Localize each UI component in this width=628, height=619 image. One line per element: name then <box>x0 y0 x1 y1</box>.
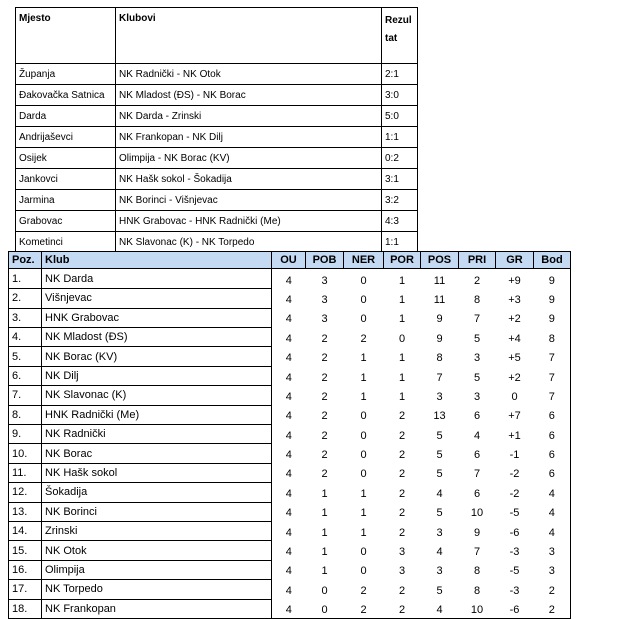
standing-goal-diff: -6 <box>509 526 520 539</box>
result-score: 1:1 <box>382 232 418 253</box>
standing-goals-for: 4 <box>421 599 459 619</box>
standing-wins: 3 <box>321 274 328 287</box>
standing-goals-against: 10 <box>459 599 496 619</box>
standing-goals-against: 6 <box>473 449 481 462</box>
results-body <box>16 64 418 253</box>
standings-row <box>9 541 571 560</box>
standing-wins: 0 <box>321 584 328 597</box>
standing-wins: 2 <box>321 332 328 345</box>
standing-position: 6. <box>9 366 42 385</box>
standing-points: 4 <box>534 483 571 502</box>
standing-goals-against: 8 <box>473 565 481 578</box>
result-score: 2:1 <box>382 64 418 85</box>
header-losses: POR <box>384 252 421 269</box>
standing-club: NK Dilj <box>42 366 272 385</box>
result-score: 4:3 <box>382 211 418 232</box>
standing-losses: 2 <box>398 410 406 423</box>
standing-goal-diff: +3 <box>508 293 521 306</box>
standing-draws: 0 <box>360 313 367 326</box>
standing-losses: 2 <box>398 487 406 500</box>
result-place: Županja <box>16 64 116 85</box>
standing-goal-diff: -6 <box>496 599 534 619</box>
results-row <box>16 190 418 211</box>
standing-played: 4 <box>285 352 292 365</box>
standing-losses: 2 <box>398 526 406 539</box>
standing-wins: 1 <box>321 526 328 539</box>
result-match: NK Frankopan - NK Dilj <box>116 127 382 148</box>
standing-points: 7 <box>534 366 571 385</box>
results-row <box>16 127 418 148</box>
result-score: 5:0 <box>382 106 418 127</box>
result-score: 3:2 <box>382 190 418 211</box>
result-place: Grabovac <box>16 211 116 232</box>
standing-draws: 0 <box>360 546 367 559</box>
standing-points: 7 <box>534 347 571 366</box>
standing-goal-diff: -2 <box>509 487 520 500</box>
standings-row <box>9 425 571 444</box>
standing-club: Zrinski <box>42 521 272 540</box>
standing-points: 6 <box>534 425 571 444</box>
standing-position: 15. <box>9 541 42 560</box>
standings-row <box>9 405 571 424</box>
standing-goals-for: 5 <box>436 429 443 442</box>
standing-losses: 2 <box>398 429 406 442</box>
standing-goal-diff: +5 <box>508 352 521 365</box>
result-score: 3:1 <box>382 169 418 190</box>
standing-goals-against: 5 <box>473 371 481 384</box>
standing-played: 4 <box>285 546 292 559</box>
result-place: Darda <box>16 106 116 127</box>
standing-points: 6 <box>534 463 571 482</box>
standing-goals-for: 7 <box>436 371 443 384</box>
standing-club: Olimpija <box>42 560 272 579</box>
standing-goals-against: 9 <box>473 526 481 539</box>
standings-row <box>9 328 571 347</box>
standing-club: NK Mladost (ĐS) <box>42 328 272 347</box>
standing-goal-diff: +7 <box>508 410 521 423</box>
standings-row <box>9 366 571 385</box>
standing-goals-for: 5 <box>436 449 443 462</box>
standing-club: NK Torpedo <box>42 580 272 599</box>
standing-goal-diff: -3 <box>509 546 520 559</box>
standings-row <box>9 269 571 289</box>
standing-goal-diff: -2 <box>509 468 520 481</box>
header-position: Poz. <box>9 252 42 269</box>
standing-draws: 0 <box>360 468 367 481</box>
standing-goals-for: 5 <box>436 584 443 597</box>
standing-goal-diff: 0 <box>511 390 518 403</box>
standing-club: NK Hašk sokol <box>42 463 272 482</box>
standing-draws: 2 <box>360 584 367 597</box>
results-row <box>16 85 418 106</box>
result-place: Jarmina <box>16 190 116 211</box>
result-match: NK Radnički - NK Otok <box>116 64 382 85</box>
header-result: Rezultat <box>382 8 418 64</box>
standing-draws: 0 <box>360 449 367 462</box>
standing-goals-against: 5 <box>473 332 481 345</box>
standings-row <box>9 444 571 463</box>
header-wins: POB <box>306 252 344 269</box>
standing-points: 9 <box>534 269 571 289</box>
standing-draws: 0 <box>360 274 367 287</box>
result-place: Andrijaševci <box>16 127 116 148</box>
result-match: NK Mladost (ĐS) - NK Borac <box>116 85 382 106</box>
standing-played: 4 <box>285 313 292 326</box>
standing-played: 4 <box>285 410 292 423</box>
standing-club: Višnjevac <box>42 289 272 308</box>
standing-losses: 3 <box>398 546 406 559</box>
standing-goals-for: 5 <box>436 507 443 520</box>
standing-goals-against: 7 <box>473 468 481 481</box>
standing-played: 4 <box>285 293 292 306</box>
standing-goals-for: 5 <box>436 468 443 481</box>
standing-club: NK Otok <box>42 541 272 560</box>
standing-position: 13. <box>9 502 42 521</box>
standings-row <box>9 483 571 502</box>
standing-losses: 3 <box>398 565 406 578</box>
standings-row <box>9 502 571 521</box>
standing-goals-for: 3 <box>436 390 443 403</box>
standing-points: 4 <box>534 521 571 540</box>
standing-goal-diff: -1 <box>509 449 520 462</box>
standing-losses: 2 <box>398 468 406 481</box>
standing-wins: 3 <box>321 313 328 326</box>
standing-losses: 2 <box>398 507 406 520</box>
standing-goals-for: 13 <box>433 410 446 423</box>
standing-goal-diff: +2 <box>508 371 521 384</box>
standing-position: 10. <box>9 444 42 463</box>
header-draws: NER <box>344 252 384 269</box>
result-place: Jankovci <box>16 169 116 190</box>
standing-played: 4 <box>285 526 292 539</box>
standing-played: 4 <box>285 390 292 403</box>
standing-played: 4 <box>285 332 292 345</box>
standing-position: 7. <box>9 386 42 405</box>
standing-played: 4 <box>285 507 292 520</box>
standing-position: 11. <box>9 463 42 482</box>
standing-wins: 2 <box>321 390 328 403</box>
standing-points: 6 <box>534 405 571 424</box>
standing-goal-diff: +9 <box>508 274 521 287</box>
standings-body <box>9 269 571 619</box>
results-table <box>15 7 418 253</box>
standings-row <box>9 560 571 579</box>
standing-wins: 0 <box>306 599 344 619</box>
standing-wins: 3 <box>321 293 328 306</box>
standing-club: NK Borac (KV) <box>42 347 272 366</box>
standing-draws: 1 <box>360 352 367 365</box>
standing-wins: 1 <box>321 546 328 559</box>
standing-wins: 1 <box>321 507 328 520</box>
standings-table <box>8 251 571 619</box>
standing-goals-against: 6 <box>473 487 481 500</box>
standing-position: 17. <box>9 580 42 599</box>
standing-wins: 2 <box>321 468 328 481</box>
standing-goal-diff: -5 <box>509 565 520 578</box>
standing-losses: 2 <box>398 584 406 597</box>
result-score: 1:1 <box>382 127 418 148</box>
standing-wins: 1 <box>321 487 328 500</box>
standing-points: 9 <box>534 289 571 308</box>
results-row <box>16 148 418 169</box>
standing-goals-against: 2 <box>473 274 481 287</box>
standing-goals-for: 9 <box>436 332 443 345</box>
standing-points: 8 <box>534 328 571 347</box>
standing-points: 6 <box>534 444 571 463</box>
standing-draws: 0 <box>360 410 367 423</box>
standing-points: 4 <box>534 502 571 521</box>
standing-goals-for: 3 <box>436 526 443 539</box>
standing-draws: 2 <box>344 599 384 619</box>
header-played: OU <box>272 252 306 269</box>
results-row <box>16 106 418 127</box>
standing-club: HNK Grabovac <box>42 308 272 327</box>
standings-row <box>9 386 571 405</box>
result-match: NK Borinci - Višnjevac <box>116 190 382 211</box>
standing-wins: 1 <box>321 565 328 578</box>
standing-goals-for: 9 <box>436 313 443 326</box>
standing-played: 4 <box>285 584 292 597</box>
standing-position: 16. <box>9 560 42 579</box>
standing-club: NK Slavonac (K) <box>42 386 272 405</box>
standing-goals-against: 3 <box>473 352 481 365</box>
standings-row <box>9 308 571 327</box>
standing-position: 2. <box>9 289 42 308</box>
results-row <box>16 211 418 232</box>
standing-played: 4 <box>285 274 292 287</box>
standing-club: NK Frankopan <box>42 599 272 619</box>
standing-goal-diff: +2 <box>508 313 521 326</box>
header-clubs: Klubovi <box>116 8 382 64</box>
result-match: HNK Grabovac - HNK Radnički (Me) <box>116 211 382 232</box>
result-match: NK Hašk sokol - Šokadija <box>116 169 382 190</box>
header-goal-diff: GR <box>496 252 534 269</box>
standing-losses: 2 <box>384 599 421 619</box>
standings-row <box>9 599 571 619</box>
result-match: Olimpija - NK Borac (KV) <box>116 148 382 169</box>
standing-points: 3 <box>534 541 571 560</box>
standings-header-row <box>9 252 571 269</box>
standing-wins: 2 <box>321 352 328 365</box>
standing-position: 8. <box>9 405 42 424</box>
standing-points: 3 <box>534 560 571 579</box>
standing-goals-for: 11 <box>433 293 446 306</box>
standings-row <box>9 580 571 599</box>
results-header-row <box>16 8 418 64</box>
standing-position: 9. <box>9 425 42 444</box>
standing-draws: 1 <box>360 390 367 403</box>
standing-club: NK Darda <box>42 269 272 289</box>
standing-wins: 2 <box>321 449 328 462</box>
standing-goals-against: 10 <box>470 507 484 520</box>
results-row <box>16 169 418 190</box>
standing-played: 4 <box>285 468 292 481</box>
standing-position: 1. <box>9 269 42 289</box>
standing-goals-for: 8 <box>436 352 443 365</box>
standing-points: 2 <box>534 580 571 599</box>
standing-club: NK Radnički <box>42 425 272 444</box>
result-score: 0:2 <box>382 148 418 169</box>
standings-row <box>9 463 571 482</box>
standing-draws: 1 <box>360 526 367 539</box>
standing-goal-diff: +1 <box>508 429 521 442</box>
standing-goals-against: 7 <box>473 546 481 559</box>
standing-draws: 0 <box>360 565 367 578</box>
standing-goals-for: 4 <box>436 487 443 500</box>
standing-points: 7 <box>534 386 571 405</box>
standing-goal-diff: +4 <box>508 332 521 345</box>
standing-played: 4 <box>285 429 292 442</box>
standing-losses: 1 <box>398 352 406 365</box>
standing-wins: 2 <box>321 410 328 423</box>
standing-goals-for: 4 <box>436 546 443 559</box>
header-goals-for: POS <box>421 252 459 269</box>
standing-draws: 2 <box>360 332 367 345</box>
header-club: Klub <box>42 252 272 269</box>
standing-goals-against: 8 <box>473 293 481 306</box>
standing-losses: 1 <box>398 390 406 403</box>
result-score: 3:0 <box>382 85 418 106</box>
standing-goal-diff: -3 <box>509 584 520 597</box>
standing-draws: 0 <box>360 429 367 442</box>
result-match: NK Slavonac (K) - NK Torpedo <box>116 232 382 253</box>
standing-goals-against: 3 <box>473 390 481 403</box>
standing-played: 4 <box>285 487 292 500</box>
standing-losses: 1 <box>398 274 406 287</box>
results-row <box>16 232 418 253</box>
standings-row <box>9 521 571 540</box>
standing-goals-against: 7 <box>473 313 481 326</box>
standing-losses: 1 <box>398 371 406 384</box>
standing-position: 4. <box>9 328 42 347</box>
standing-goals-for: 11 <box>433 274 446 287</box>
standing-goals-against: 4 <box>473 429 481 442</box>
standing-position: 12. <box>9 483 42 502</box>
result-match: NK Darda - Zrinski <box>116 106 382 127</box>
header-goals-against: PRI <box>459 252 496 269</box>
standing-played: 4 <box>285 565 292 578</box>
results-row <box>16 64 418 85</box>
standing-losses: 1 <box>398 313 406 326</box>
standing-draws: 1 <box>360 487 367 500</box>
standing-losses: 1 <box>398 293 406 306</box>
standing-points: 2 <box>534 599 571 619</box>
header-place: Mjesto <box>16 8 116 64</box>
standing-played: 4 <box>285 371 292 384</box>
standings-row <box>9 289 571 308</box>
result-place: Kometinci <box>16 232 116 253</box>
standing-position: 14. <box>9 521 42 540</box>
standing-played: 4 <box>285 449 292 462</box>
standing-position: 3. <box>9 308 42 327</box>
standing-position: 5. <box>9 347 42 366</box>
result-place: Osijek <box>16 148 116 169</box>
standing-club: Šokadija <box>42 483 272 502</box>
standing-goals-against: 8 <box>473 584 481 597</box>
standing-goal-diff: -5 <box>509 507 520 520</box>
standing-wins: 2 <box>321 371 328 384</box>
standing-losses: 0 <box>398 332 406 345</box>
standing-draws: 1 <box>360 507 367 520</box>
standing-played: 4 <box>272 599 306 619</box>
standing-club: NK Borac <box>42 444 272 463</box>
standings-row <box>9 347 571 366</box>
standing-position: 18. <box>9 599 42 619</box>
result-place: Đakovačka Satnica <box>16 85 116 106</box>
standing-wins: 2 <box>321 429 328 442</box>
standing-club: HNK Radnički (Me) <box>42 405 272 424</box>
standing-draws: 0 <box>360 293 367 306</box>
header-points: Bod <box>534 252 571 269</box>
standing-goals-against: 6 <box>473 410 481 423</box>
standing-points: 9 <box>534 308 571 327</box>
standing-goals-for: 3 <box>436 565 443 578</box>
standing-draws: 1 <box>360 371 367 384</box>
standing-losses: 2 <box>398 449 406 462</box>
standing-club: NK Borinci <box>42 502 272 521</box>
